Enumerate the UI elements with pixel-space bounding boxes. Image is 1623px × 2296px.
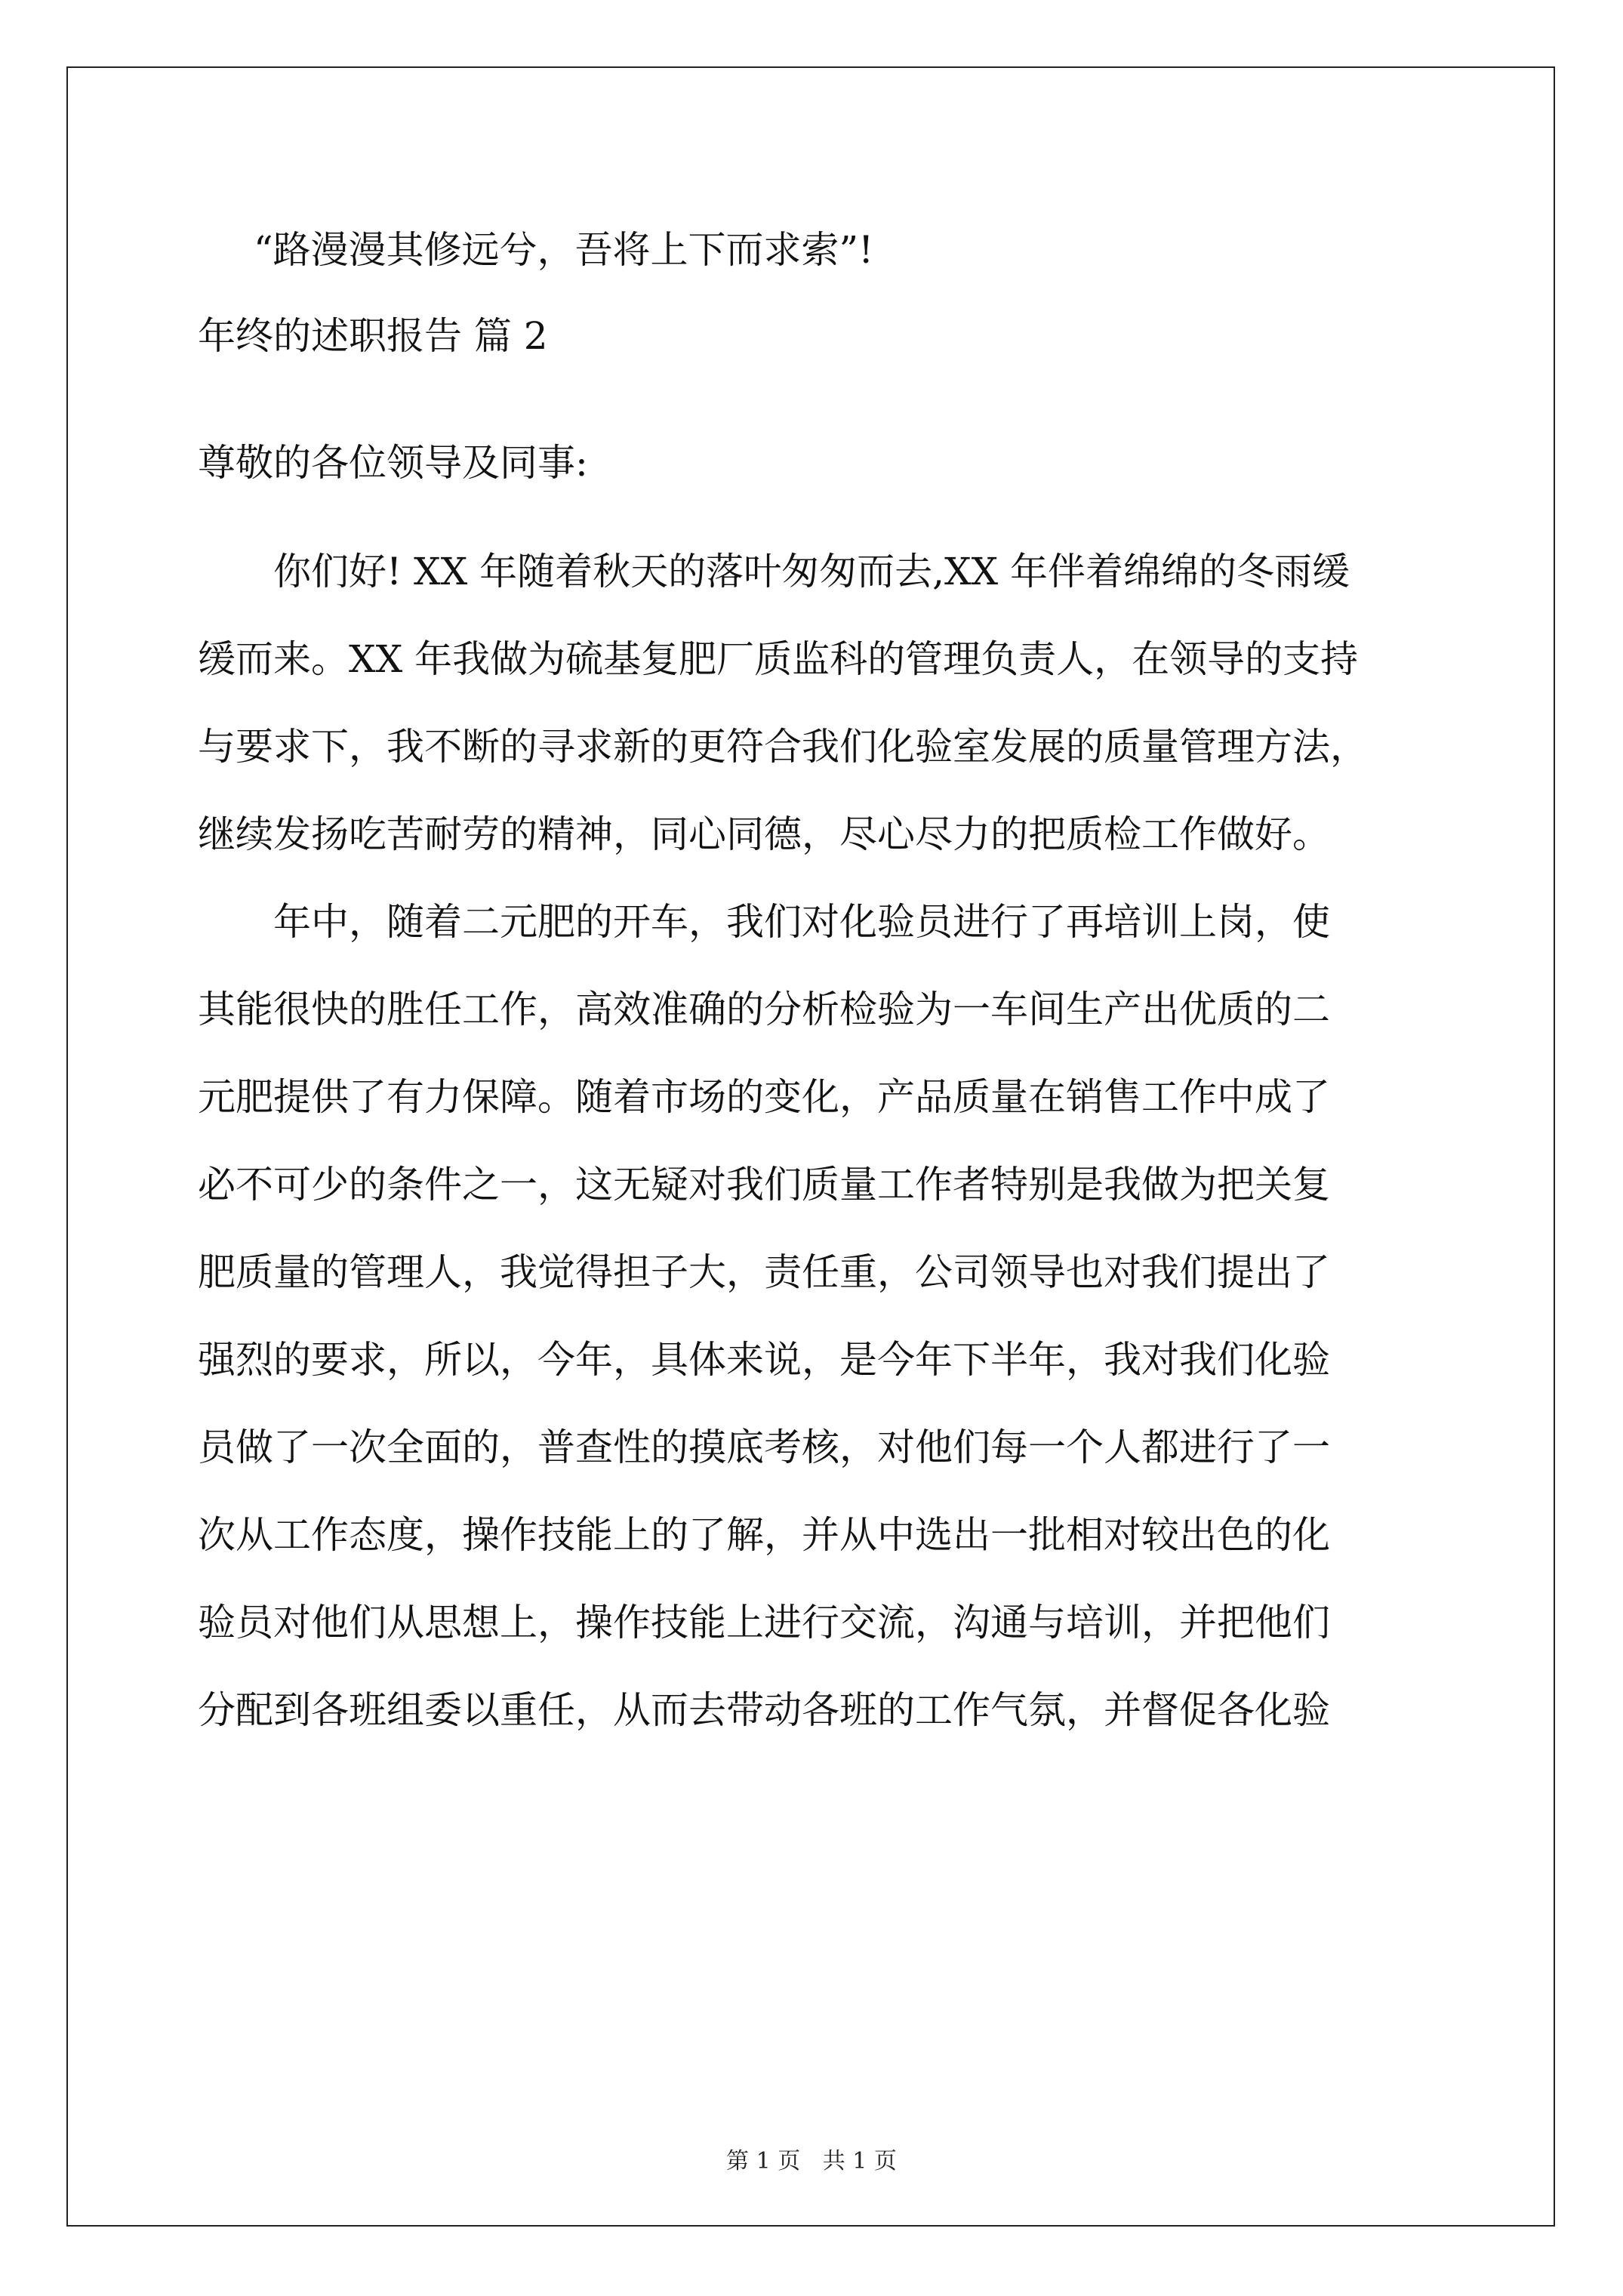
page-footer — [0, 2150, 1623, 2173]
page-total: 共 1 页 — [822, 2148, 897, 2174]
paragraph-line: 分配到各班组委以重任，从而去带动各班的工作气氛，并督促各化验 — [198, 1688, 1330, 1732]
paragraph-line: 与要求下，我不断的寻求新的更符合我们化验室发展的质量管理方法， — [198, 725, 1368, 769]
greeting-text: 尊敬的各位领导及同事: — [198, 441, 588, 485]
paragraph-line: 员做了一次全面的，普查性的摸底考核，对他们每一个人都进行了一 — [198, 1425, 1330, 1469]
paragraph-line: 你们好! XX 年随着秋天的落叶匆匆而去,XX 年伴着绵绵的冬雨缓 — [273, 550, 1350, 593]
paragraph-line: 继续发扬吃苦耐劳的精神，同心同德，尽心尽力的把质检工作做好。 — [198, 812, 1330, 856]
paragraph-line: 年中，随着二元肥的开车，我们对化验员进行了再培训上岗，使 — [273, 900, 1330, 944]
paragraph-line: 次从工作态度，操作技能上的了解，并从中选出一批相对较出色的化 — [198, 1513, 1330, 1557]
paragraph-line: 元肥提供了有力保障。随着市场的变化，产品质量在销售工作中成了 — [198, 1075, 1330, 1119]
section-heading: 年终的述职报告 篇 2 — [198, 314, 548, 358]
paragraph-line: 肥质量的管理人，我觉得担子大，责任重，公司领导也对我们提出了 — [198, 1250, 1330, 1294]
paragraph-line: 其能很快的胜任工作，高效准确的分析检验为一车间生产出优质的二 — [198, 988, 1330, 1031]
paragraph-line: 必不可少的条件之一，这无疑对我们质量工作者特别是我做为把关复 — [198, 1163, 1330, 1207]
body-text — [198, 550, 1436, 1779]
page-number: 第 1 页 — [726, 2148, 801, 2174]
paragraph-line: 强烈的要求，所以，今年，具体来说，是今年下半年，我对我们化验 — [198, 1338, 1330, 1382]
paragraph-line: 验员对他们从思想上，操作技能上进行交流，沟通与培训，并把他们 — [198, 1601, 1330, 1644]
quote-text: “路漫漫其修远兮，吾将上下而求索”! — [254, 228, 874, 272]
paragraph-line: 缓而来。XX 年我做为硫基复肥厂质监科的管理负责人，在领导的支持 — [198, 637, 1359, 681]
